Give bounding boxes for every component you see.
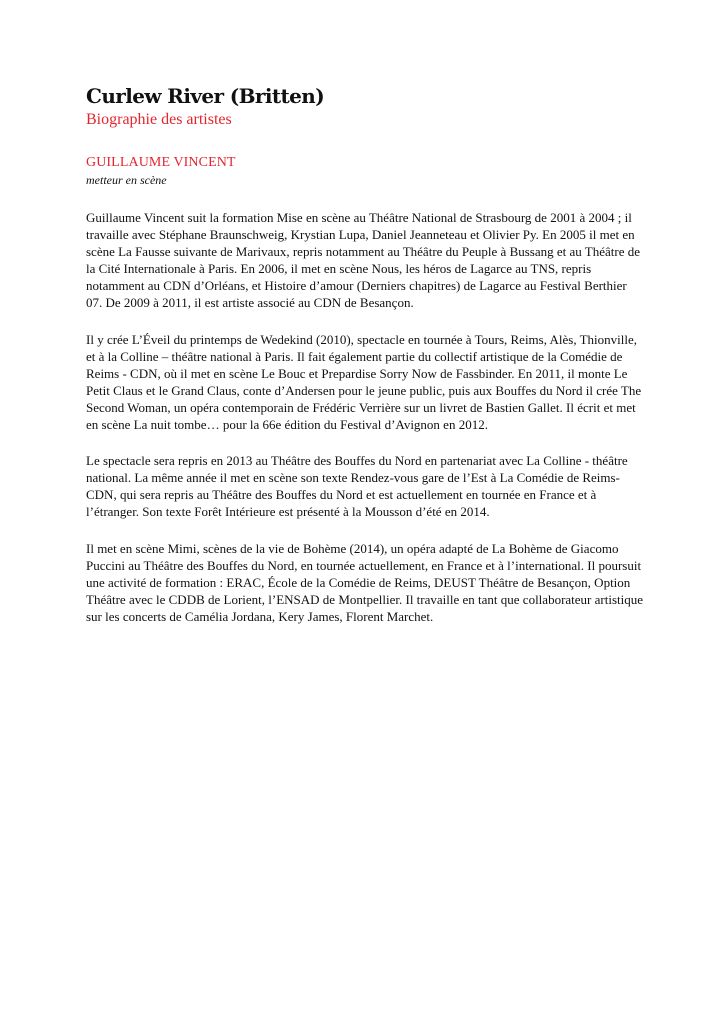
page-subtitle: Biographie des artistes xyxy=(86,111,232,128)
document-page xyxy=(86,84,646,644)
bio-paragraph-1: Guillaume Vincent suit la formation Mise en scène au Théâtre National de Strasbourg de 2001 à 2004 ; il travaille avec Stéphane Braunschweig, Krystian Lupa, Daniel Jeanneteau et Olivier Py. En 2005 il met en scène La Fausse suivante de Marivaux, repris notamment au Théâtre du Peuple à Bussang et au Théâtre de la Cité Internationale à Paris. En 2006, il met en scène Nous, les héros de Lagarce au TNS, repris notamment au CDN d’Orléans, et Histoire d’amour (Derniers chapitres) de Lagarce au Festival Berthier 07. De 2009 à 2011, il est artiste associé au CDN de Besançon. xyxy=(86,210,641,311)
artist-name: GUILLAUME VINCENT xyxy=(86,155,236,170)
biography-section xyxy=(86,209,646,625)
bio-paragraph-2: Il y crée L’Éveil du printemps de Wedekind (2010), spectacle en tournée à Tours, Reims, Alès, Thionville, et à la Colline – théâtre national à Paris. Il fait également partie du collectif artistique de la Comédie de Reims - CDN, où il met en scène Le Bouc et Prepardise Sorry Now de Fassbinder. En 2011, il monte Le Petit Claus et le Grand Claus, conte d’Andersen pour le jeune public, puis aux Bouffes du Nord il crée The Second Woman, un opéra contemporain de Frédéric Verrière sur un livret de Bastien Gallet. Il écrit et met en scène La nuit tombe… pour la 66e édition du Festival d’Avignon en 2012. xyxy=(86,331,642,433)
bio-paragraph-4: Il met en scène Mimi, scènes de la vie de Bohème (2014), un opéra adapté de La Bohème de Giacomo Puccini au Théâtre des Bouffes du Nord, en tournée actuellement, en France et à l’international. Il poursuit une activité de formation : ERAC, École de la Comédie de Reims, DEUST Théâtre de Besançon, Option Théâtre avec le CDDB de Lorient, l’ENSAD de Montpellier. Il travaille en tant que collaborateur artistique sur les concerts de Camélia Jordana, Kery James, Florent Marchet. xyxy=(86,540,644,624)
artist-role: metteur en scène xyxy=(86,173,167,187)
bio-paragraph-3: Le spectacle sera repris en 2013 au Théâtre des Bouffes du Nord en partenariat avec La Colline - théâtre national. La même année il met en scène son texte Rendez-vous gare de l’Est à La Comédie de Reims-CDN, qui sera repris au Théâtre des Bouffes du Nord et est actuellement en tournée en France et à l’étranger. Son texte Forêt Intérieure est présenté à la Mousson d’été en 2014. xyxy=(86,453,628,520)
page-title: Curlew River (Britten) xyxy=(86,84,325,108)
